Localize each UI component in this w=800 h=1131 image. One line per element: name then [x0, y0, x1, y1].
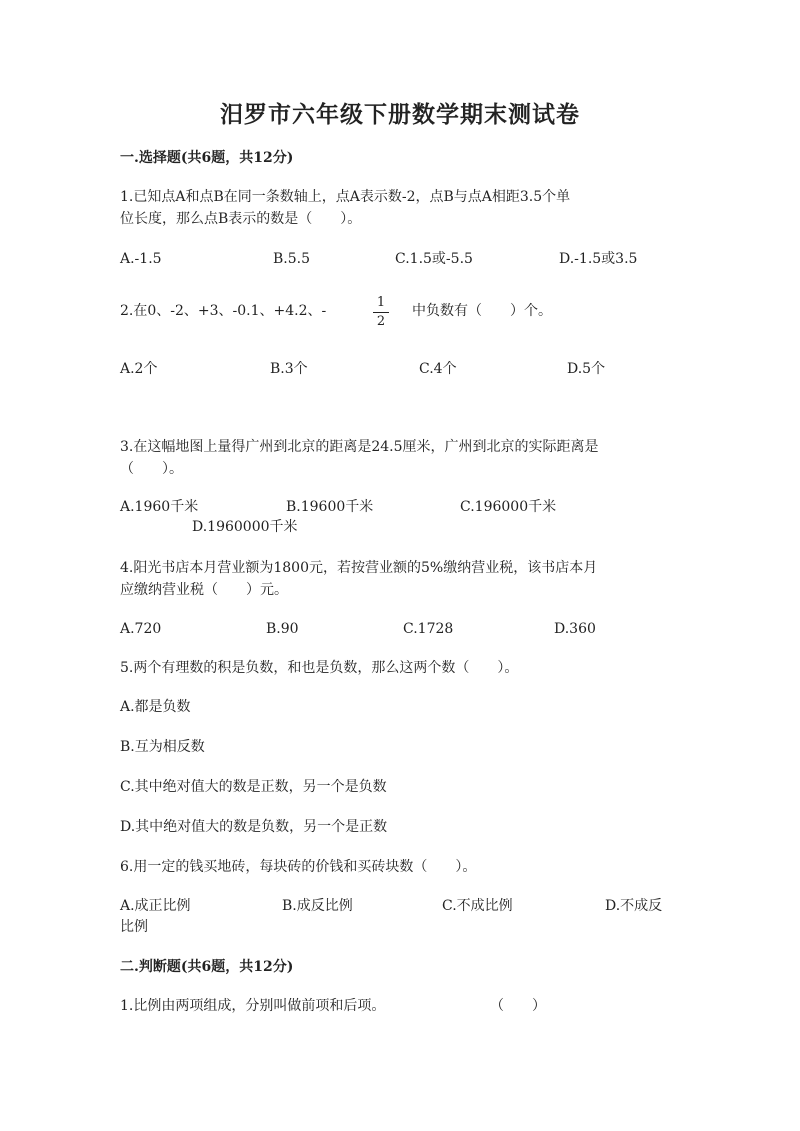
- question-3-text-line2: （ ）。: [120, 461, 183, 477]
- fraction-one-half: [373, 296, 389, 329]
- question-2-option-c: C.4个: [419, 361, 457, 377]
- question-5-option-d: D.其中绝对值大的数是负数，另一个是正数: [120, 819, 388, 835]
- fraction-bar: [373, 312, 389, 313]
- question-4-text-line2: 应缴纳营业税（ ）元。: [120, 582, 288, 598]
- question-2-option-d: D.5个: [567, 361, 606, 377]
- fraction-numerator: 1: [376, 295, 386, 310]
- question-4-option-a: A.720: [120, 621, 162, 637]
- question-6-option-b: B.成反比例: [282, 898, 353, 914]
- judgment-question-1-blank: （ ）: [490, 998, 546, 1014]
- judgment-question-1-text: 1.比例由两项组成，分别叫做前项和后项。: [120, 998, 386, 1014]
- question-2-text-after: 中负数有（ ）个。: [412, 303, 552, 319]
- question-1-option-a: A.-1.5: [120, 251, 162, 267]
- question-4-option-d: D.360: [554, 621, 596, 637]
- section-heading-judgment: 二.判断题(共6题，共12分): [120, 959, 294, 975]
- question-6-option-c: C.不成比例: [442, 898, 513, 914]
- question-1-option-b: B.5.5: [273, 251, 311, 267]
- question-3-option-b: B.19600千米: [286, 499, 374, 515]
- question-5-option-c: C.其中绝对值大的数是正数，另一个是负数: [120, 779, 387, 795]
- section-heading-choice: 一.选择题(共6题，共12分): [120, 150, 294, 166]
- question-5-text: 5.两个有理数的积是负数，和也是负数，那么这两个数（ ）。: [120, 660, 519, 676]
- question-3-option-d: D.1960000千米: [192, 519, 298, 535]
- question-4-option-c: C.1728: [403, 621, 454, 637]
- question-3-text-line1: 3.在这幅地图上量得广州到北京的距离是24.5厘米，广州到北京的实际距离是: [120, 439, 599, 455]
- fraction-denominator: 2: [376, 314, 386, 329]
- question-4-option-b: B.90: [266, 621, 299, 637]
- question-4-text-line1: 4.阳光书店本月营业额为1800元，若按营业额的5%缴纳营业税，该书店本月: [120, 560, 598, 576]
- question-5-option-a: A.都是负数: [120, 699, 191, 715]
- question-6-option-d: D.不成反: [605, 898, 663, 914]
- question-2-option-a: A.2个: [120, 361, 158, 377]
- question-2-text-before: 2.在0、-2、+3、-0.1、+4.2、-: [120, 303, 327, 319]
- question-1-option-c: C.1.5或-5.5: [395, 251, 473, 267]
- question-1-text-line2: 位长度，那么点B表示的数是（ ）。: [120, 211, 362, 227]
- question-6-option-d-wrap: 比例: [120, 919, 148, 935]
- question-1-option-d: D.-1.5或3.5: [559, 251, 638, 267]
- question-3-option-a: A.1960千米: [120, 499, 199, 515]
- question-6-option-a: A.成正比例: [120, 898, 191, 914]
- page-title: 汨罗市六年级下册数学期末测试卷: [220, 101, 580, 128]
- question-2-option-b: B.3个: [270, 361, 308, 377]
- question-1-text-line1: 1.已知点A和点B在同一条数轴上，点A表示数-2，点B与点A相距3.5个单: [120, 189, 571, 205]
- question-5-option-b: B.互为相反数: [120, 739, 205, 755]
- question-6-text: 6.用一定的钱买地砖，每块砖的价钱和买砖块数（ ）。: [120, 859, 477, 875]
- question-3-option-c: C.196000千米: [460, 499, 557, 515]
